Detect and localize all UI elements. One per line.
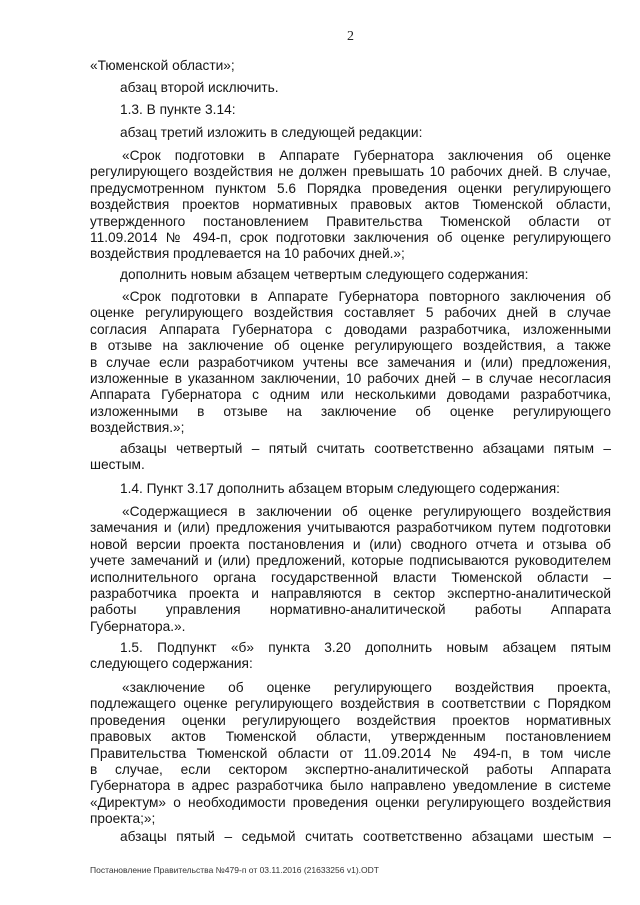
footer-file-reference: Постановление Правительства №479-п от 03.11.2016 (21633256 v1).ODT <box>90 865 379 875</box>
text-line: новой версии проекта постановления и (или) сводного отчета и отзыва об <box>90 536 611 552</box>
instruction-paragraph <box>90 829 611 845</box>
text-line: воздействия продлевается на 10 рабочих дней.»; <box>90 246 405 262</box>
text-line: «Срок подготовки в Аппарате Губернатора заключения об оценке <box>122 148 611 163</box>
text-line: оценке регулирующего воздействия составляет 5 рабочих дней в случае <box>90 305 611 321</box>
text-line: абзацы пятый – седьмой считать соответственно абзацами шестым – <box>120 829 611 844</box>
text-line: «Срок подготовки в Аппарате Губернатора повторного заключения об <box>122 289 611 304</box>
quoted-text-paragraph <box>90 289 611 437</box>
text-line: в случае, если сектором экспертно-аналитической работы Аппарата <box>90 762 611 778</box>
text-line: в случае если разработчиком учтены все замечания и (или) предложения, <box>90 354 611 370</box>
text-line: замечания и (или) предложения учитываются разработчиком путем подготовки <box>90 520 611 536</box>
text-line: «Содержащиеся в заключении об оценке регулирующего воздействия <box>122 504 611 519</box>
text-line: изложенными в отзыве на заключение об оценке регулирующего <box>90 403 611 419</box>
text-line: 1.5. Подпункт «б» пункта 3.20 дополнить новым абзацем пятым <box>120 640 611 655</box>
text-line: изложенные в указанном заключении, 10 рабочих дней – в случае несогласия <box>90 371 611 387</box>
text-line: 11.09.2014 № 494-п, срок подготовки заключения об оценке регулирующего <box>90 230 611 246</box>
text-line: проведения оценки регулирующего воздействия проектов нормативных <box>90 712 611 728</box>
continuation-text <box>90 58 611 74</box>
text-line: Губернатора.». <box>90 618 186 634</box>
page-number: 2 <box>347 29 354 44</box>
text-line: 1.3. В пункте 3.14: <box>120 102 236 117</box>
quoted-text-paragraph <box>90 504 611 635</box>
clause-heading <box>90 640 611 673</box>
text-line: абзац третий изложить в следующей редакции: <box>120 125 423 140</box>
text-line: согласия Аппарата Губернатора с доводами разработчика, изложенными <box>90 321 611 337</box>
text-line: проекта;»; <box>90 811 156 827</box>
quoted-text-paragraph <box>90 680 611 828</box>
text-line: Губернатора в адрес разработчика было направлено уведомление в системе <box>90 778 611 794</box>
text-line: абзацы четвертый – пятый считать соответственно абзацами пятым – <box>120 441 611 456</box>
text-line: абзац второй исключить. <box>120 80 279 95</box>
text-line: утвержденного постановлением Правительства Тюменской области от <box>90 213 611 229</box>
clause-heading <box>90 102 611 118</box>
text-line: исполнительного органа государственной власти Тюменской области – <box>90 569 611 585</box>
text-line: разработчика проекта и направляются в сектор экспертно-аналитической <box>90 586 611 602</box>
text-line: шестым. <box>90 457 145 473</box>
text-line: Аппарата Губернатора с одним или несколькими доводами разработчика, <box>90 387 611 403</box>
text-line: воздействия.»; <box>90 420 185 436</box>
text-line: «Директум» о необходимости проведения оценки регулирующего воздействия <box>90 794 611 810</box>
text-line: Правительства Тюменской области от 11.09.2014 № 494-п, в том числе <box>90 745 611 761</box>
text-line: предусмотренном пунктом 5.6 Порядка проведения оценки регулирующего <box>90 180 611 196</box>
text-line: регулирующего воздействия не должен превышать 10 рабочих дней. В случае, <box>90 164 611 180</box>
instruction-paragraph <box>90 441 611 474</box>
text-line: работы управления нормативно-аналитической работы Аппарата <box>90 602 611 618</box>
text-line: учете замечаний и (или) предложений, которые подписываются руководителем <box>90 553 611 569</box>
text-line: «заключение об оценке регулирующего воздействия проекта, <box>122 680 611 695</box>
text-line: следующего содержания: <box>90 656 253 672</box>
text-line: в отзыве на заключение об оценке регулирующего воздействия, а также <box>90 338 611 354</box>
text-line: подлежащего оценке регулирующего воздействия в соответствии с Порядком <box>90 696 611 712</box>
instruction-paragraph <box>90 267 611 283</box>
text-line: 1.4. Пункт 3.17 дополнить абзацем вторым следующего содержания: <box>120 481 560 496</box>
text-line: воздействия проектов нормативных правовых актов Тюменской области, <box>90 197 611 213</box>
text-line: правовых актов Тюменской области, утвержденным постановлением <box>90 729 611 745</box>
text-line: дополнить новым абзацем четвертым следующего содержания: <box>120 267 529 282</box>
instruction-paragraph <box>90 125 611 141</box>
clause-heading <box>90 481 611 497</box>
instruction-paragraph <box>90 80 611 96</box>
quoted-text-paragraph <box>90 148 611 263</box>
text-line: «Тюменской области»; <box>90 58 235 73</box>
